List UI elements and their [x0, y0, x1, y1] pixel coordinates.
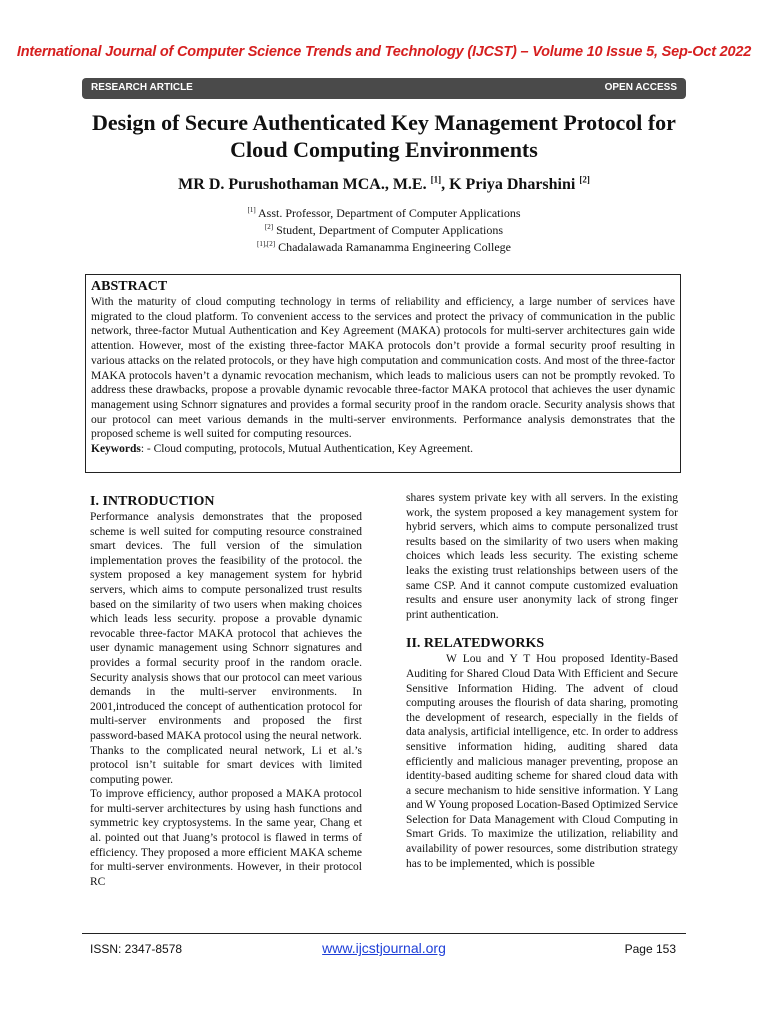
abstract-heading: ABSTRACT	[91, 279, 168, 294]
journal-link[interactable]: www.ijcstjournal.org	[322, 940, 446, 956]
open-access-label: OPEN ACCESS	[604, 82, 677, 93]
affiliation-3	[0, 239, 768, 256]
intro-paragraph-1: Performance analysis demonstrates that the proposed scheme is well suited for computing resource constrained smart devices. The full version of the simulation implementation proves the feasibility of the protocol. the system proposed a key management system for hybrid servers, which aims to compute personalized trust results based on the similarity of two users when making choices which leads less security. propose a provable dynamic revocable three-factor MAKA protocol that achieves the user dynamic management using Schnorr signatures and provides a formal security proof in the random oracle. Security analysis shows that our protocol can meet various demands in the multi-server environments. In 2001,introduced the concept of authentication protocol for multi-server environments and proposed the first password-based MAKA protocol using the neural network.	[90, 511, 362, 742]
keywords-line	[91, 442, 675, 457]
relatedworks-heading: II. RELATEDWORKS	[406, 636, 545, 652]
left-column	[90, 494, 362, 889]
page-number: Page 153	[624, 942, 676, 956]
footer-rule	[82, 933, 686, 934]
keywords-text: : - Cloud computing, protocols, Mutual Authentication, Key Agreement.	[140, 443, 474, 456]
relatedworks-paragraph: W Lou and Y T Hou proposed Identity-Based Auditing for Shared Cloud Data With Efficient and Secure Sensitive Information Hiding. The advent of cloud computing arouses the flourish of data sharing, promoting the development of research, especially in the fields of data analysis, artificial intelligence, etc. In order to address sensitive information hiding, auditing shared data efficiently and malicious manager preventing, propose an identity-based auditing scheme for shared cloud data with a secure mechanism to hide sensitive information. Y Lang and W Young proposed Location-Based Optimized Service Selection for Data Management with Cloud Computing in Smart Grids. To maximize the utilization, reliability and availability of power resources, some distribution strategy has to be implemented, which is possible	[406, 653, 679, 870]
author-2: K Priya Dharshini	[449, 176, 576, 193]
intro-paragraph-3: To improve efficiency, author proposed a MAKA protocol for multi-server architectures by using hash functions and symmetric key cryptosystems. In the same year, Chang et al. pointed out that Juang’s protocol is flawed in terms of efficiency. They proposed a more efficient MAKA scheme for multi-server environments. However, in their protocol RC	[90, 788, 362, 888]
affiliation-3-mark: [1],[2]	[257, 240, 276, 248]
author-separator: ,	[441, 176, 450, 193]
article-type-label: RESEARCH ARTICLE	[91, 82, 193, 93]
intro-paragraph-2: Thanks to the complicated neural network, Li et al.’s protocol isn’t suitable for smart devices with limited computing power.	[90, 744, 362, 786]
abstract-text: With the maturity of cloud computing technology in terms of reliability and efficiency, a large number of services have migrated to the cloud platform. To convenient access to the services and protect the privacy of communication in the public network, three-factor Mutual Authentication and Key Agreement (MAKA) protocols for multi-server architectures gain wide attention. However, most of the existing three-factor MAKA protocols don’t provide a formal security proof resulting in various attacks on the related protocols, or they have high computation and communication costs. And most of the three-factor MAKA protocols haven’t a dynamic revocation mechanism, which leads to malicious users can not be promptly revoked. To address these drawbacks, propose a provable dynamic revocable three-factor MAKA protocol that achieves the user dynamic management using Schnorr signatures and provides a formal security proof in the random oracle. Security analysis shows that our protocol can meet various demands in the multi-server environments. Performance analysis demonstrates that the proposed scheme is well suited for computing resources.	[91, 296, 675, 441]
affiliation-3-text: Chadalawada Ramanamma Engineering College	[278, 240, 511, 254]
affiliation-1	[0, 205, 768, 222]
author-2-mark: [2]	[579, 174, 590, 185]
article-band	[82, 78, 686, 99]
right-column	[406, 491, 678, 871]
author-1: MR D. Purushothaman MCA., M.E.	[178, 176, 427, 193]
abstract-box	[85, 274, 681, 473]
journal-header: International Journal of Computer Science Trends and Technology (IJCST) – Volume 10 Issue 5, Sep-Oct 2022	[16, 44, 752, 60]
paper-title: Design of Secure Authenticated Key Management Protocol for Cloud Computing Environments	[92, 110, 676, 162]
issn-label: ISSN: 2347-8578	[90, 942, 183, 956]
affiliation-1-text: Asst. Professor, Department of Computer Applications	[258, 206, 521, 220]
author-line	[0, 176, 768, 194]
introduction-heading: I. INTRODUCTION	[90, 494, 215, 509]
author-1-mark: [1]	[430, 174, 442, 185]
affiliation-2	[0, 222, 768, 239]
affiliation-2-text: Student, Department of Computer Applications	[276, 223, 504, 237]
keywords-label: Keywords	[91, 443, 141, 456]
affiliation-2-mark: [2]	[264, 223, 274, 231]
affiliation-1-mark: [1]	[247, 206, 256, 214]
affiliations	[0, 205, 768, 256]
col2-paragraph-1: shares system private key with all servers. In the existing work, the system proposed a key management system for hybrid servers, which aims to compute personalized trust results based on the similarity of two users when making choices which leads less security. The existing scheme leaks the existing trust relationships between users of the same CSP. And it cannot compute customized evaluation results and ensure user anonymity lack of strong finger print authentication.	[406, 492, 678, 621]
